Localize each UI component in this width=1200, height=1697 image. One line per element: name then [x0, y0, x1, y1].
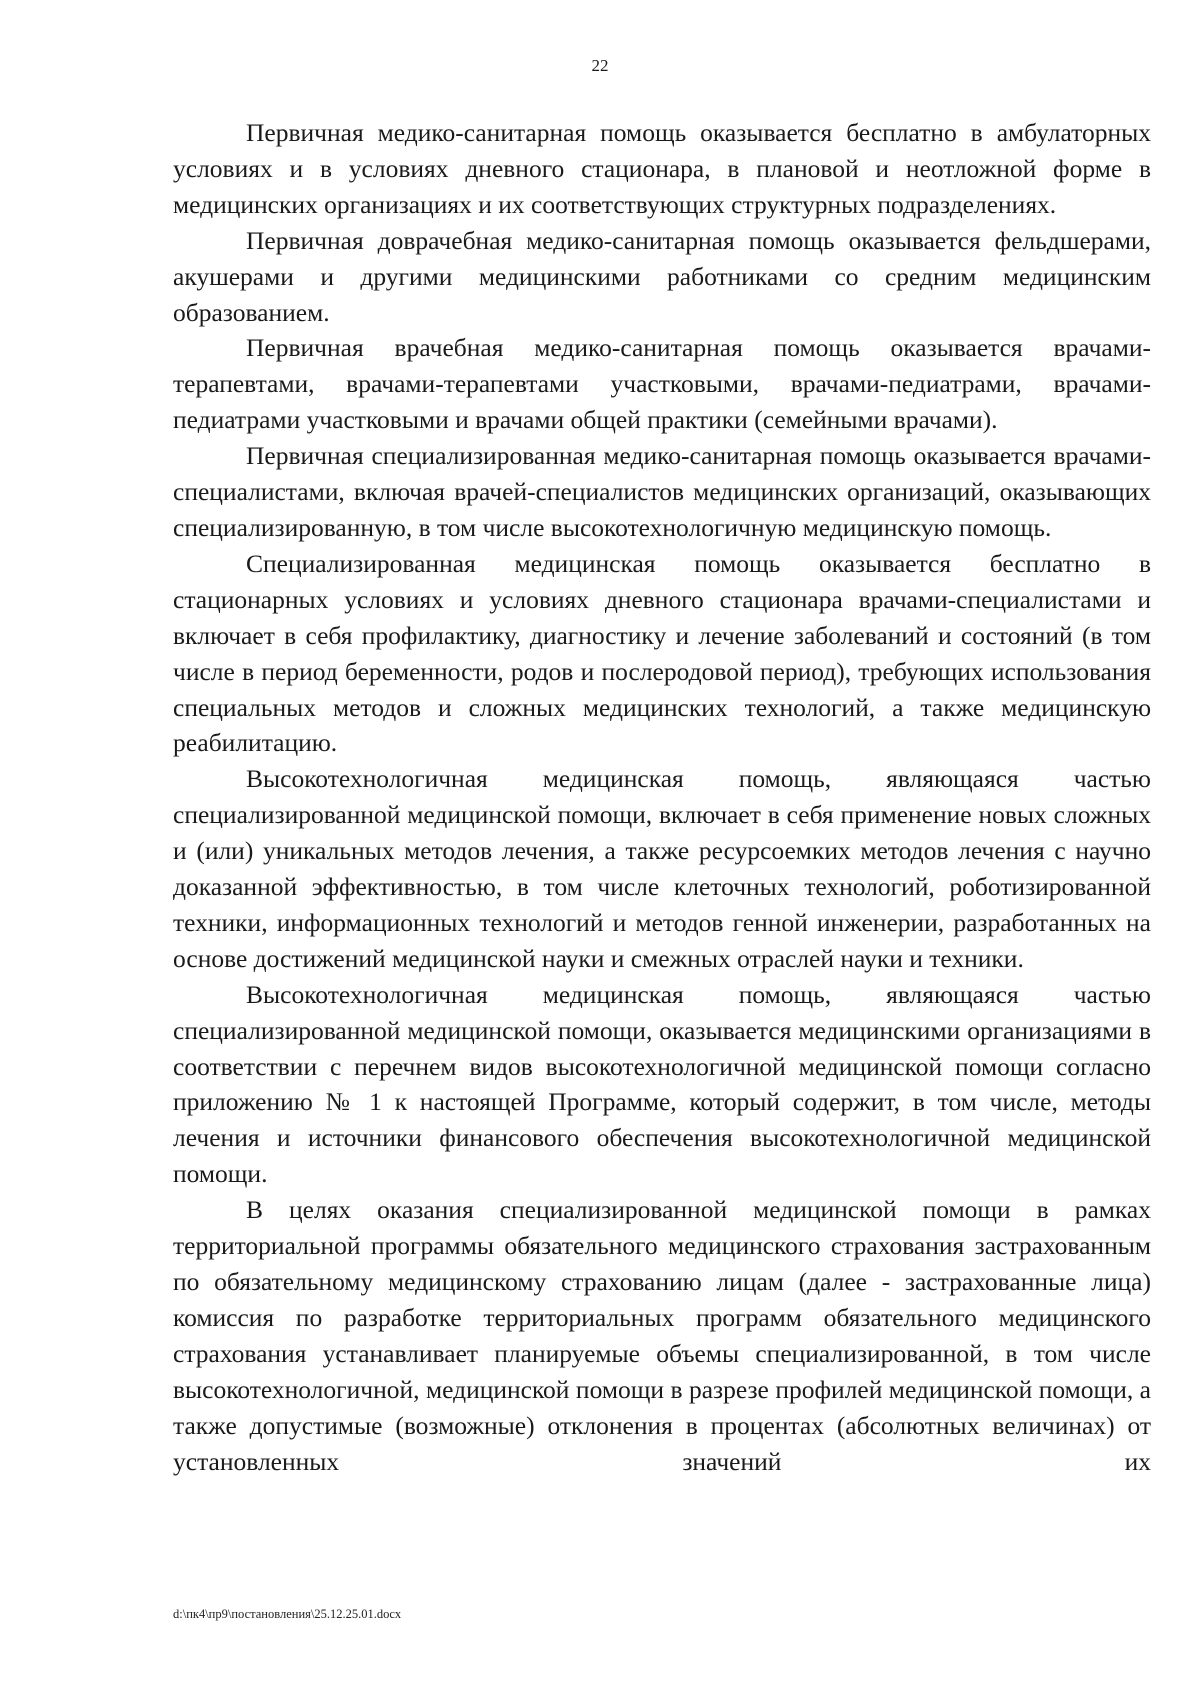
paragraph: Первичная доврачебная медико-санитарная помощь оказывается фельдшерами, акушерами и другими медицинскими работниками со средним медицинским образованием.	[173, 225, 1151, 327]
paragraph: Высокотехнологичная медицинская помощь, являющаяся частью специализированной медицинской помощи, включает в себя применение новых сложных и (или) уникальных методов лечения, а также ресурсоемких методов лечения с научно доказанной эффективностью, в том числе клеточных технологий, роботизированной техники, информационных технологий и методов генной инженерии, разработанных на основе достижений медицинской науки и смежных отраслей науки и техники.	[173, 764, 1151, 973]
paragraph: Высокотехнологичная медицинская помощь, являющаяся частью специализированной медицинской помощи, оказывается медицинскими организациями в соответствии с перечнем видов высокотехнологичной медицинской помощи согласно приложению № 1 к настоящей Программе, который содержит, в том числе, методы лечения и источники финансового обеспечения высокотехнологичной медицинской помощи.	[173, 979, 1151, 1189]
paragraph-last: В целях оказания специализированной медицинской помощи в рамках территориальной программы обязательного медицинского страхования застрахованным по обязательному медицинскому страхованию лицам (далее - застрахованные лица) комиссия по разработке территориальных программ обязательного медицинского страхования устанавливает планируемые объемы специализированной, в том числе высокотехнологичной, медицинской помощи в разрезе профилей медицинской помощи, а также допустимые (возможные) отклонения в процентах (абсолютных величинах) от установленных значений их	[173, 1195, 1151, 1476]
paragraph: Специализированная медицинская помощь оказывается бесплатно в стационарных условиях и условиях дневного стационара врачами-специалистами и включает в себя профилактику, диагностику и лечение заболеваний и состояний (в том числе в период беременности, родов и послеродовой период), требующих использования специальных методов и сложных медицинских технологий, а также медицинскую реабилитацию.	[173, 548, 1151, 758]
page-number: 22	[591, 56, 609, 75]
paragraph: Первичная врачебная медико-санитарная помощь оказывается врачами-терапевтами, врачами-терапевтами участковыми, врачами-педиатрами, врачами-педиатрами участковыми и врачами общей практики (семейными врачами).	[173, 333, 1151, 435]
paragraph: Первичная медико-санитарная помощь оказывается бесплатно в амбулаторных условиях и в условиях дневного стационара, в плановой и неотложной форме в медицинских организациях и их соответствующих структурных подразделениях.	[173, 118, 1151, 219]
document-body	[173, 115, 1151, 1479]
footer-file-path: d:\пк4\пр9\постановления\25.12.25.01.docx	[173, 1607, 402, 1621]
paragraph: Первичная специализированная медико-санитарная помощь оказывается врачами-специалистами, включая врачей-специалистов медицинских организаций, оказывающих специализированную, в том числе высокотехнологичную медицинскую помощь.	[173, 441, 1151, 542]
